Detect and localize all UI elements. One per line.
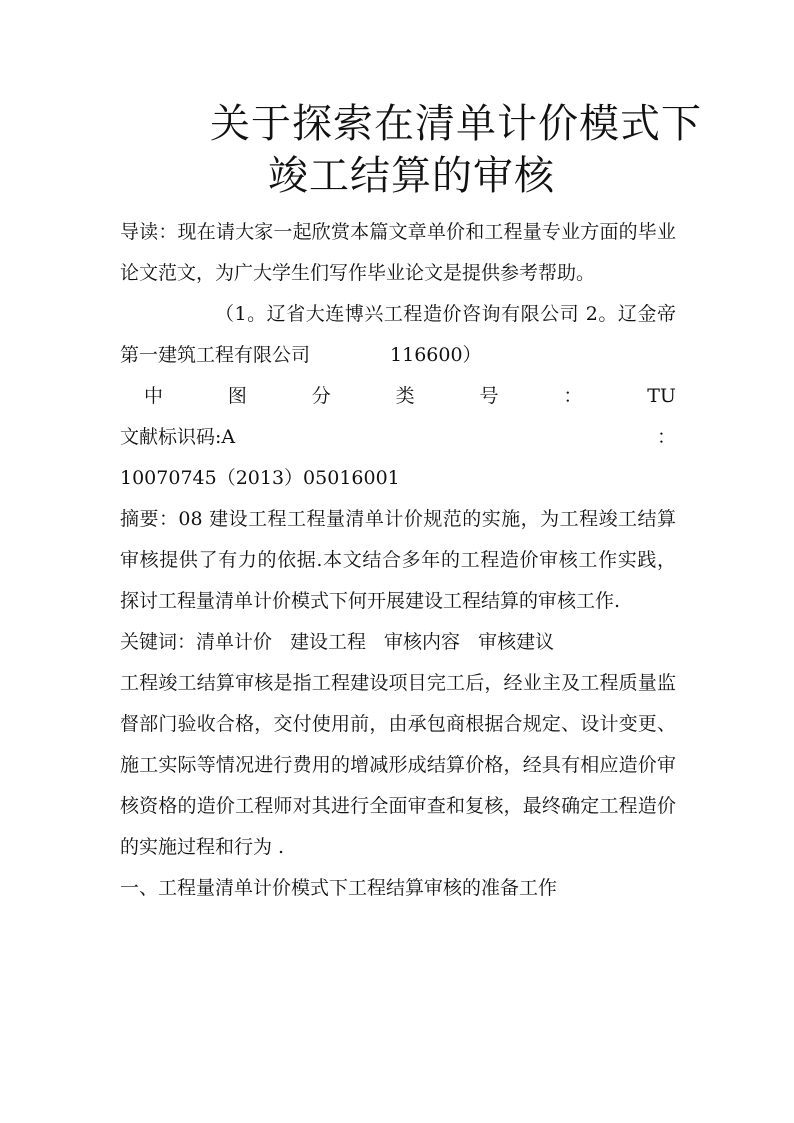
classification-number (120, 376, 676, 417)
keywords-line (120, 622, 676, 663)
keywords-label: 关键词： (120, 631, 197, 653)
keyword: 清单计价 (196, 631, 273, 653)
affiliation (120, 294, 676, 376)
intro-paragraph: 导读：现在请大家一起欣赏本篇文章单价和工程量专业方面的毕业论文范文，为广大学生们写作毕业论文是提供参考帮助。 (120, 221, 676, 284)
classification-char: 图 (227, 385, 247, 407)
body-paragraph: 工程竣工结算审核是指工程建设项目完工后，经业主及工程质量监督部门验收合格，交付使用前，由承包商根据合规定、设计变更、施工实际等情况进行费用的增减形成结算价格，经具有相应造价审核资格的造价工程师对其进行全面审查和复核，最终确定工程造价的实施过程和行为 . (120, 672, 676, 858)
title-line-2: 竣工结算的审核 (268, 153, 555, 199)
keyword: 建设工程 (290, 631, 367, 653)
document-body (120, 212, 676, 909)
affiliation-text: （1。辽省大连博兴工程造价咨询有限公司 2。辽金帝第一建筑工程有限公司 (120, 303, 676, 366)
keyword: 审核建议 (478, 631, 555, 653)
affiliation-zip: 116600） (390, 344, 482, 366)
keyword: 审核内容 (384, 631, 461, 653)
classification-char: 类 (395, 385, 415, 407)
article-number: 10070745（2013）05016001 (120, 467, 400, 489)
classification-char: 分 (311, 385, 331, 407)
document-code-colon: ： (656, 426, 676, 448)
section-heading: 一、工程量清单计价模式下工程结算审核的准备工作 (120, 877, 558, 899)
document-code-line (120, 417, 676, 458)
classification-char: ： (563, 385, 583, 407)
classification-char: 中 (144, 385, 164, 407)
document-code: 文献标识码:A (120, 426, 236, 448)
classification-code: TU (647, 385, 676, 407)
classification-char: 号 (479, 385, 499, 407)
abstract-paragraph: 摘要：08 建设工程工程量清单计价规范的实施，为工程竣工结算审核提供了有力的依据.本文结合多年的工程造价审核工作实践，探讨工程量清单计价模式下何开展建设工程结算的审核工作. (120, 508, 676, 612)
title-line-1: 关于探索在清单计价模式下 (210, 101, 702, 147)
